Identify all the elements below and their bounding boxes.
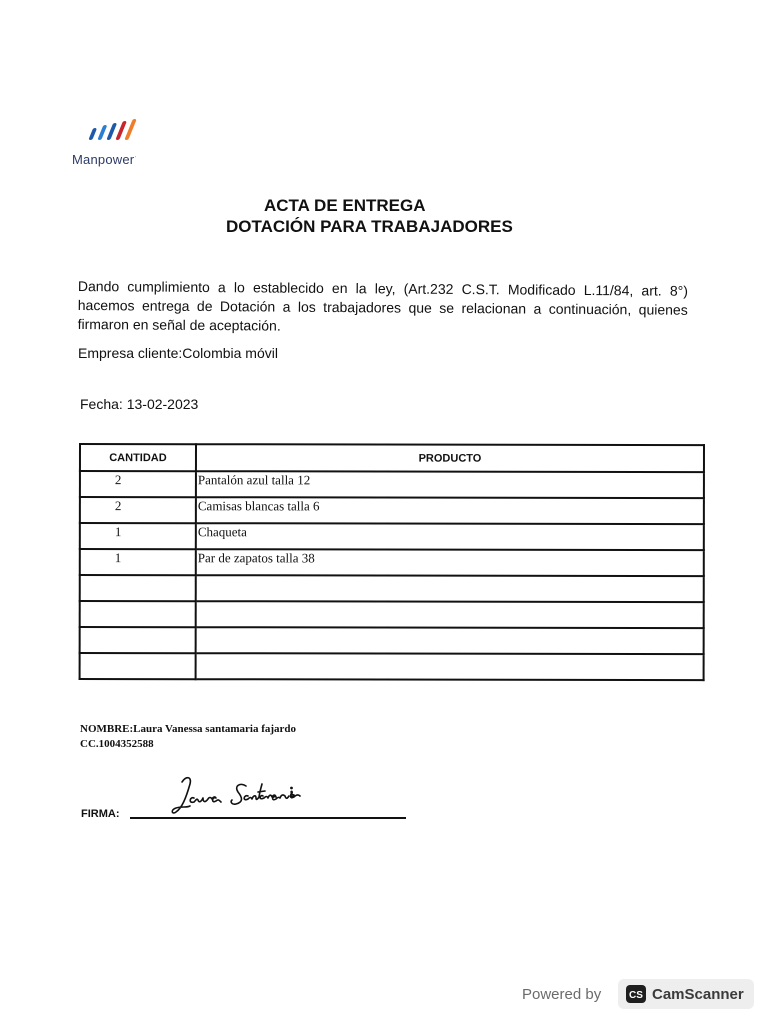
table-row: [80, 471, 704, 498]
camscanner-name: CamScanner: [652, 986, 744, 1003]
product-cell: [196, 575, 704, 602]
product-cell: [196, 627, 704, 654]
product-cell: Camisas blancas talla 6: [196, 497, 704, 524]
powered-by-text: Powered by: [522, 986, 602, 1003]
qty-cell: 2: [80, 471, 196, 497]
product-cell: Pantalón azul talla 12: [196, 471, 704, 498]
product-cell: Chaqueta: [196, 523, 704, 550]
table-row: [80, 549, 704, 576]
table-row: [80, 601, 704, 628]
document-title: ACTA DE ENTREGA: [264, 196, 426, 215]
logo-wordmark: [72, 152, 137, 167]
product-cell: Par de zapatos talla 38: [196, 549, 704, 576]
delivery-table: [79, 443, 705, 681]
table-row: [80, 523, 704, 550]
firma-label: FIRMA:: [81, 808, 120, 820]
table-row: [80, 653, 704, 680]
document-subtitle: DOTACIÓN PARA TRABAJADORES: [226, 217, 513, 236]
header-producto: PRODUCTO: [196, 444, 704, 472]
signer-name: NOMBRE:Laura Vanessa santamaria fajardo: [80, 723, 297, 735]
table-row: [80, 575, 704, 602]
qty-cell: [80, 601, 196, 627]
client-line: [78, 345, 278, 361]
client-value: Colombia móvil: [182, 345, 278, 361]
product-cell: [196, 653, 704, 680]
handwritten-signature: [168, 770, 338, 822]
qty-cell: 2: [80, 497, 196, 523]
qty-cell: [80, 627, 196, 653]
date-value: 13-02-2023: [126, 396, 199, 412]
table-header-row: [80, 444, 704, 472]
table-row: [80, 627, 704, 654]
header-cantidad: CANTIDAD: [80, 444, 196, 471]
signer-id: CC.1004352588: [80, 738, 154, 750]
date-line: [80, 396, 198, 412]
logo-brand-text: Manpower: [72, 152, 135, 167]
qty-cell: 1: [80, 549, 196, 575]
date-label: Fecha:: [80, 396, 123, 412]
qty-cell: [80, 653, 196, 679]
camscanner-logo-icon: [626, 985, 646, 1003]
camscanner-logo-text: CS: [629, 990, 643, 1001]
table-row: [80, 497, 704, 524]
product-cell: [196, 601, 704, 628]
intro-paragraph: Dando cumplimiento a lo establecido en la ley, (Art.232 C.S.T. Modificado L.11/84, art. 8°) hacemos entrega de Dotación a los trabajadores que se relacionan a continuación, quienes firmaron en señal de aceptación.: [77, 277, 688, 334]
qty-cell: 1: [80, 523, 196, 549]
logo-registered-mark: ·: [134, 154, 137, 161]
client-label: Empresa cliente:: [78, 345, 183, 361]
qty-cell: [80, 575, 196, 601]
